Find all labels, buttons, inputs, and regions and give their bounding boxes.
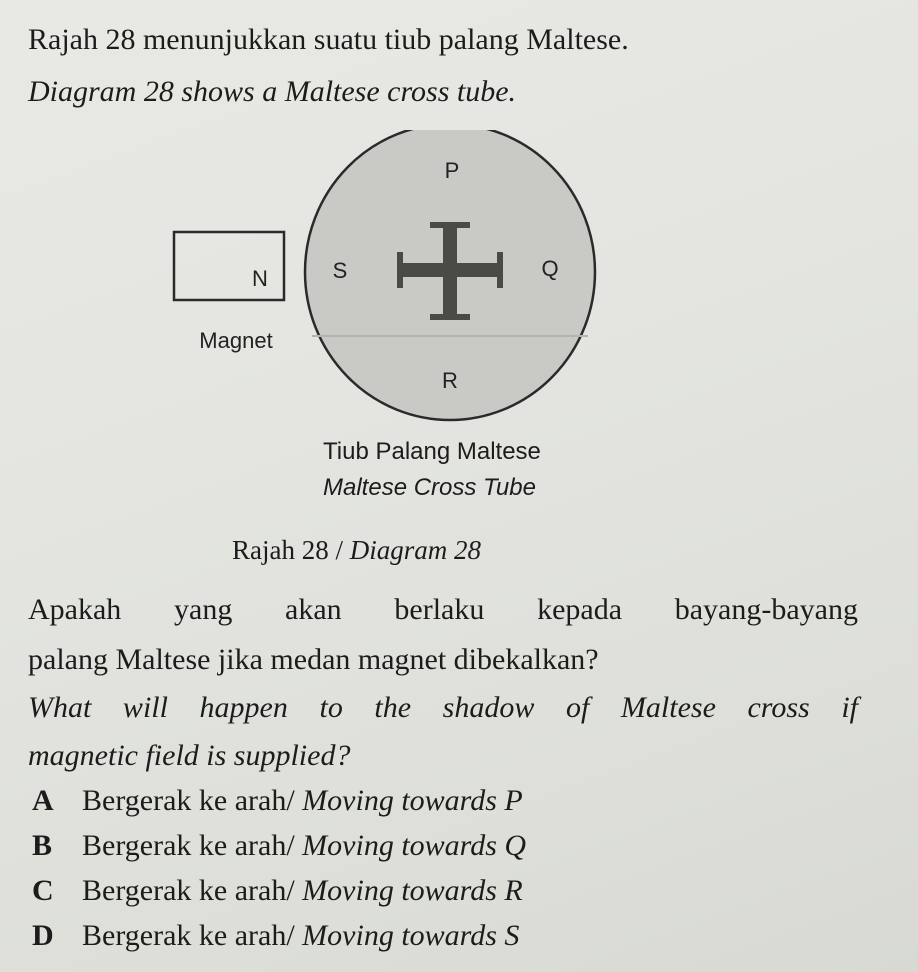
question-english-line-1: What will happen to the shadow of Maltese cross if [28,691,858,724]
option-text-english: Moving towards R [302,874,523,907]
option-text-malay: Bergerak ke arah/ [82,874,303,907]
option-letter: B [32,829,53,862]
option-text-english: Moving towards S [302,919,520,952]
option-text-english: Moving towards Q [302,829,527,862]
option-letter: D [32,919,54,952]
option-c[interactable] [32,873,523,909]
option-b[interactable] [32,828,526,864]
option-letter: C [32,874,54,907]
option-a[interactable] [32,783,523,819]
heading-english: Diagram 28 shows a Maltese cross tube. [28,75,517,108]
question-english-line-2: magnetic field is supplied? [28,739,351,772]
option-text-english: Moving towards P [302,784,523,817]
diagram-caption [232,532,481,568]
option-text-malay: Bergerak ke arah/ [82,784,303,817]
tube-label-malay: Tiub Palang Maltese [323,438,541,465]
label-r: R [442,368,458,393]
magnet-label: Magnet [199,328,273,353]
heading-malay: Rajah 28 menunjukkan suatu tiub palang Maltese. [28,23,629,56]
option-letter: A [32,784,54,817]
diagram-caption-english: Diagram 28 [349,535,481,565]
option-d[interactable] [32,918,519,954]
maltese-cross-diagram [160,130,620,430]
label-s: S [332,258,348,283]
option-text-malay: Bergerak ke arah/ [82,919,303,952]
question-malay-line-1: Apakah yang akan berlaku kepada bayang-bayang [28,593,858,626]
magnet-pole-label: N [252,266,268,291]
label-q: Q [541,256,559,281]
label-p: P [444,158,460,183]
option-text-malay: Bergerak ke arah/ [82,829,303,862]
tube-label-english: Maltese Cross Tube [323,474,536,501]
question-malay-line-2: palang Maltese jika medan magnet dibekalkan? [28,643,599,676]
diagram-caption-malay: Rajah 28 / [232,535,350,565]
